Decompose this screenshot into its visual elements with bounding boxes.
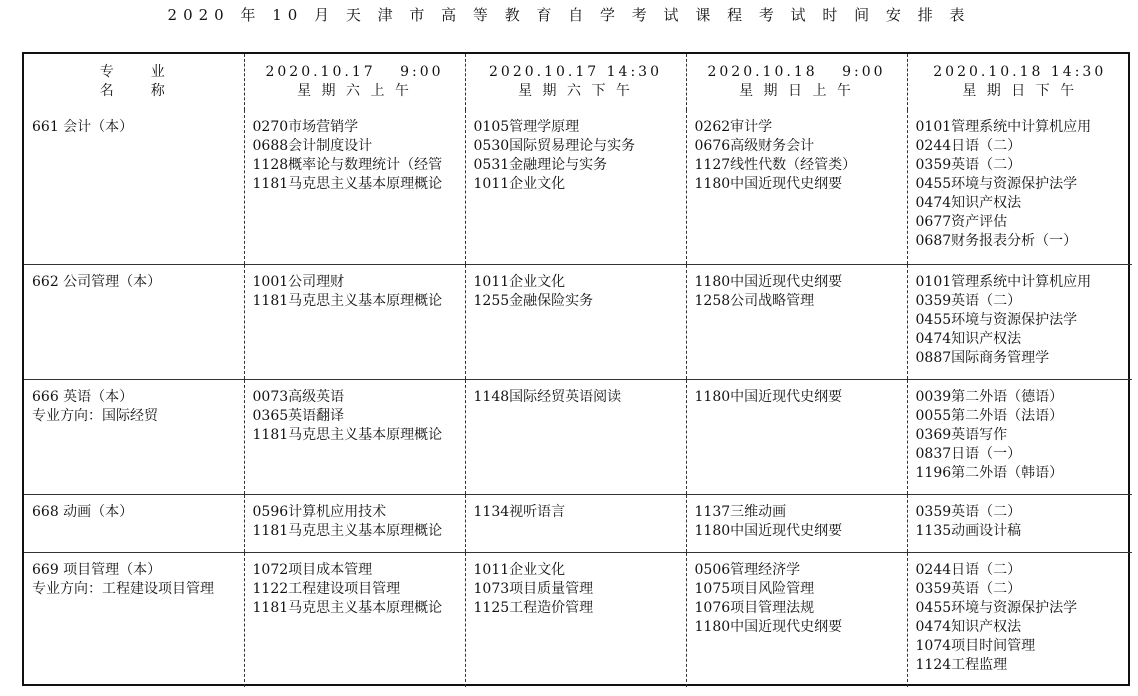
- cell-content: [687, 495, 907, 541]
- course-item: 1180中国近现代史纲要: [694, 618, 843, 635]
- saturday-pm-cell: [465, 110, 686, 264]
- header-row: [24, 54, 1132, 110]
- sunday-am-cell: [686, 379, 907, 494]
- header-session: 星 期 六 上 午: [297, 83, 412, 99]
- major-name: 666 英语（本）: [32, 388, 134, 405]
- course-item: 0359英语（二）: [915, 292, 1022, 309]
- course-item: 1137三维动画: [694, 503, 787, 520]
- saturday-pm-cell: [465, 552, 686, 687]
- cell-content: [466, 553, 686, 618]
- table-row: [24, 379, 1132, 494]
- course-item: 1011企业文化: [473, 273, 566, 290]
- major-cell: [24, 552, 244, 687]
- major-name: 662 公司管理（本）: [32, 273, 162, 290]
- course-item: 1255金融保险实务: [473, 292, 594, 309]
- course-item: 0455环境与资源保护法学: [915, 311, 1078, 328]
- header-col-4: [907, 54, 1132, 110]
- sunday-pm-cell: [907, 552, 1132, 687]
- header-major: [24, 54, 244, 110]
- cell-content: [908, 553, 1133, 675]
- header-major-line2: 名 称: [99, 83, 168, 99]
- header-col-2: [465, 54, 686, 110]
- major-cell: [24, 494, 244, 552]
- header-col-3: [686, 54, 907, 110]
- major-cell: [24, 379, 244, 494]
- course-item: 0506管理经济学: [694, 561, 801, 578]
- major-name: 661 会计（本）: [32, 119, 134, 135]
- header-date: 2020.10.18 9:00: [707, 64, 886, 80]
- exam-schedule-table: [24, 54, 1132, 687]
- course-item: 0359英语（二）: [915, 503, 1022, 520]
- course-item: 0455环境与资源保护法学: [915, 176, 1078, 192]
- major-name: 668 动画（本）: [32, 503, 134, 520]
- header-session: 星 期 日 下 午: [962, 83, 1078, 99]
- cell-content: [245, 553, 465, 618]
- course-item: 0101管理系统中计算机应用: [915, 119, 1092, 135]
- course-item: 0359英语（二）: [915, 157, 1022, 173]
- course-item: 1127线性代数（经管类）: [694, 157, 857, 173]
- course-item: 0474知识产权法: [915, 618, 1022, 635]
- course-item: 1181马克思主义基本原理概论: [252, 176, 443, 192]
- saturday-pm-cell: [465, 379, 686, 494]
- course-item: 0270市场营销学: [252, 119, 359, 135]
- course-item: 1124工程监理: [915, 656, 1008, 673]
- cell-content: [687, 110, 907, 194]
- course-item: 0677资产评估: [915, 214, 1008, 230]
- course-item: 1128概率论与数理统计（经管: [252, 157, 443, 173]
- sunday-am-cell: [686, 264, 907, 379]
- cell-content: [245, 495, 465, 541]
- course-item: 0455环境与资源保护法学: [915, 599, 1078, 616]
- course-item: 1181马克思主义基本原理概论: [252, 522, 443, 539]
- saturday-pm-cell: [465, 494, 686, 552]
- major-name: 669 项目管理（本）: [32, 561, 162, 578]
- course-item: 0365英语翻译: [252, 407, 345, 424]
- cell-content: [24, 553, 244, 599]
- course-item: 1258公司战略管理: [694, 292, 815, 309]
- course-item: 1148国际经贸英语阅读: [473, 388, 622, 405]
- header-major-line1: 专 业: [99, 64, 168, 80]
- course-item: 0474知识产权法: [915, 330, 1022, 347]
- page-title: 2020 年 10 月 天 津 市 高 等 教 育 自 学 考 试 课 程 考 试 时 间 安 排 表: [167, 6, 971, 24]
- course-item: 1073项目质量管理: [473, 580, 594, 597]
- saturday-am-cell: [244, 264, 465, 379]
- saturday-am-cell: [244, 552, 465, 687]
- course-item: 1134视听语言: [473, 503, 566, 520]
- cell-content: [908, 495, 1133, 541]
- course-item: 0687财务报表分析（一）: [915, 233, 1078, 249]
- course-item: 0887国际商务管理学: [915, 349, 1050, 366]
- sunday-am-cell: [686, 494, 907, 552]
- cell-content: [908, 265, 1133, 368]
- table-row: [24, 264, 1132, 379]
- cell-content: [24, 495, 244, 522]
- course-item: 0837日语（一）: [915, 445, 1022, 462]
- header-date: 2020.10.17 9:00: [265, 64, 444, 80]
- course-item: 1135动画设计稿: [915, 522, 1022, 539]
- saturday-am-cell: [244, 379, 465, 494]
- sunday-pm-cell: [907, 264, 1132, 379]
- course-item: 1180中国近现代史纲要: [694, 388, 843, 405]
- course-item: 0596计算机应用技术: [252, 503, 387, 520]
- course-item: 0055第二外语（法语）: [915, 407, 1064, 424]
- course-item: 1122工程建设项目管理: [252, 580, 401, 597]
- header-date: 2020.10.17 14:30: [489, 64, 662, 80]
- cell-content: [687, 380, 907, 407]
- cell-content: [24, 380, 244, 426]
- cell-content: [466, 265, 686, 311]
- course-item: 1180中国近现代史纲要: [694, 522, 843, 539]
- course-item: 1074项目时间管理: [915, 637, 1036, 654]
- course-item: 0262审计学: [694, 119, 773, 135]
- table-row: [24, 552, 1132, 687]
- course-item: 0359英语（二）: [915, 580, 1022, 597]
- schedule-sheet: [22, 52, 1130, 686]
- course-item: 0039第二外语（德语）: [915, 388, 1064, 405]
- table-row: [24, 494, 1132, 552]
- course-item: 0105管理学原理: [473, 119, 580, 135]
- sunday-am-cell: [686, 110, 907, 264]
- sunday-pm-cell: [907, 110, 1132, 264]
- major-name: 专业方向：国际经贸: [32, 407, 158, 424]
- saturday-pm-cell: [465, 264, 686, 379]
- header-session: 星 期 日 上 午: [739, 83, 854, 99]
- cell-content: [466, 380, 686, 407]
- course-item: 1076项目管理法规: [694, 599, 815, 616]
- course-item: 1011企业文化: [473, 561, 566, 578]
- major-cell: [24, 264, 244, 379]
- course-item: 0101管理系统中计算机应用: [915, 273, 1092, 290]
- table-row: [24, 110, 1132, 264]
- major-cell: [24, 110, 244, 264]
- course-item: 1180中国近现代史纲要: [694, 273, 843, 290]
- course-item: 1125工程造价管理: [473, 599, 594, 616]
- course-item: 0073高级英语: [252, 388, 345, 405]
- course-item: 0531金融理论与实务: [473, 157, 608, 173]
- cell-content: [245, 110, 465, 194]
- cell-content: [466, 110, 686, 194]
- course-item: 1001公司理财: [252, 273, 345, 290]
- header-col-1: [244, 54, 465, 110]
- cell-content: [245, 380, 465, 445]
- course-item: 1072项目成本管理: [252, 561, 373, 578]
- sunday-pm-cell: [907, 494, 1132, 552]
- saturday-am-cell: [244, 494, 465, 552]
- course-item: 1181马克思主义基本原理概论: [252, 599, 443, 616]
- cell-content: [466, 495, 686, 522]
- course-item: 0688会计制度设计: [252, 138, 373, 154]
- sunday-am-cell: [686, 552, 907, 687]
- course-item: 1181马克思主义基本原理概论: [252, 292, 443, 309]
- cell-content: [24, 265, 244, 292]
- cell-content: [687, 265, 907, 311]
- course-item: 1181马克思主义基本原理概论: [252, 426, 443, 443]
- header-date: 2020.10.18 14:30: [933, 64, 1107, 80]
- cell-content: [687, 553, 907, 637]
- major-name: 专业方向：工程建设项目管理: [32, 580, 214, 597]
- saturday-am-cell: [244, 110, 465, 264]
- course-item: 0244日语（二）: [915, 561, 1022, 578]
- cell-content: [908, 380, 1133, 483]
- course-item: 1011企业文化: [473, 176, 566, 192]
- course-item: 0244日语（二）: [915, 138, 1022, 154]
- course-item: 0474知识产权法: [915, 195, 1022, 211]
- cell-content: [245, 265, 465, 311]
- course-item: 0530国际贸易理论与实务: [473, 138, 636, 154]
- course-item: 1180中国近现代史纲要: [694, 176, 843, 192]
- sunday-pm-cell: [907, 379, 1132, 494]
- cell-content: [908, 110, 1133, 251]
- course-item: 1196第二外语（韩语）: [915, 464, 1064, 481]
- course-item: 0676高级财务会计: [694, 138, 815, 154]
- cell-content: [24, 110, 244, 137]
- header-session: 星 期 六 下 午: [518, 83, 633, 99]
- course-item: 0369英语写作: [915, 426, 1008, 443]
- course-item: 1075项目风险管理: [694, 580, 815, 597]
